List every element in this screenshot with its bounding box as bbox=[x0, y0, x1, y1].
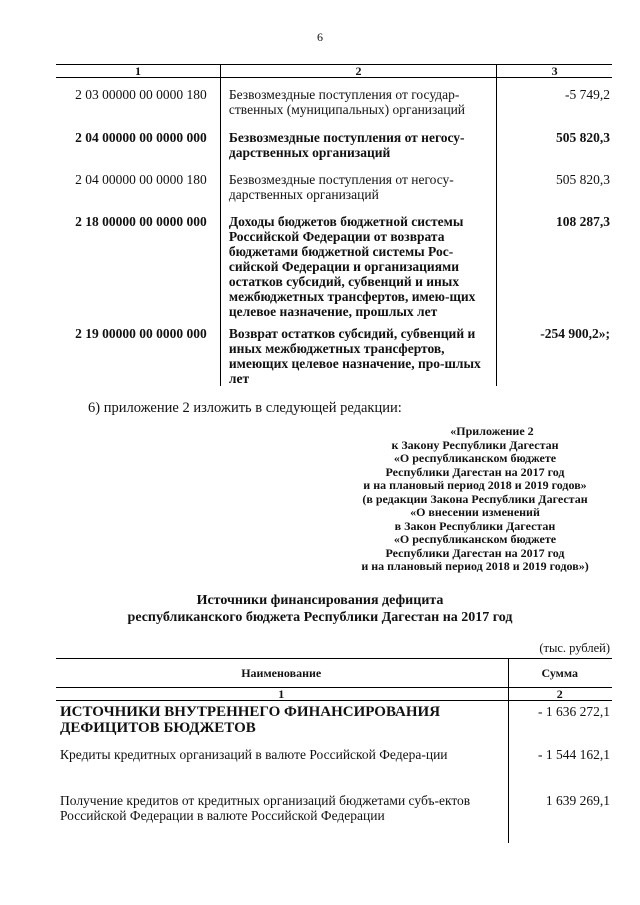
appendix-line: «О республиканском бюджете bbox=[393, 451, 557, 465]
table-row bbox=[56, 747, 612, 793]
column-number-1: 1 bbox=[56, 688, 509, 701]
table-row bbox=[56, 130, 612, 172]
row-description: Кредиты кредитных организаций в валюте Российской Федера-ции bbox=[56, 747, 509, 793]
appendix-line: Республики Дагестан на 2017 год bbox=[385, 545, 565, 560]
row-description: Доходы бюджетов бюджетной системы Российской Федерации от возврата бюджетами бюджетной системы Рос-сийской Федерации и организациями остатков субсидий, субвенций и иных межбюджетных трансфертов, имею-щих целевое назначение, прошлых лет bbox=[220, 214, 496, 326]
row-description: Безвозмездные поступления от государ-ственных (муниципальных) организаций bbox=[220, 78, 496, 130]
table-row bbox=[56, 326, 612, 386]
row-description: Получение кредитов от кредитных организаций бюджетами субъ-ектов Российской Федерации в валюте Российской Федерации bbox=[56, 793, 509, 843]
table-row bbox=[56, 214, 612, 326]
row-amount: 108 287,3 bbox=[556, 213, 610, 229]
appendix-line: «О внесении изменений bbox=[410, 505, 540, 519]
row-amount: -254 900,2»; bbox=[540, 325, 610, 341]
row-description: Возврат остатков субсидий, субвенций и иных межбюджетных трансфертов, имеющих целевое назначение, про-шлых лет bbox=[220, 326, 496, 386]
revenue-table bbox=[56, 64, 612, 386]
appendix-block bbox=[320, 425, 630, 574]
row-amount: 1 639 269,1 bbox=[545, 792, 610, 808]
table-header-row bbox=[56, 659, 612, 688]
page-number: 6 bbox=[317, 30, 323, 44]
financing-sources-table bbox=[56, 658, 612, 843]
row-description: Безвозмездные поступления от негосу-дарственных организаций bbox=[220, 130, 496, 172]
appendix-line: в Закон Республики Дагестан bbox=[394, 518, 556, 533]
budget-code: 2 18 00000 00 0000 000 bbox=[75, 213, 207, 229]
appendix-line: (в редакции Закона Республики Дагестан bbox=[362, 491, 588, 506]
table-row bbox=[56, 793, 612, 843]
appendix-line: и на плановый период 2018 и 2019 годов» bbox=[363, 478, 587, 492]
column-number-1: 1 bbox=[56, 65, 220, 78]
appendix-line: Республики Дагестан на 2017 год bbox=[385, 464, 565, 479]
heading-line-1: Источники финансирования дефицита bbox=[196, 593, 444, 608]
header-sum: Сумма bbox=[509, 659, 612, 688]
heading-line-2: республиканского бюджета Республики Дагестан на 2017 год bbox=[127, 610, 513, 625]
row-amount: -5 749,2 bbox=[565, 87, 610, 102]
column-number-3: 3 bbox=[497, 65, 612, 78]
column-number-2: 2 bbox=[509, 688, 612, 701]
budget-code: 2 04 00000 00 0000 000 bbox=[75, 129, 207, 145]
table-row bbox=[56, 172, 612, 214]
header-name: Наименование bbox=[56, 659, 509, 688]
column-number-2: 2 bbox=[220, 65, 496, 78]
appendix-line: к Закону Республики Дагестан bbox=[391, 437, 559, 452]
budget-code: 2 03 00000 00 0000 180 bbox=[75, 87, 207, 102]
table-header-row bbox=[56, 65, 612, 78]
appendix-line: «Приложение 2 bbox=[450, 424, 534, 438]
row-amount: - 1 544 162,1 bbox=[538, 746, 610, 762]
row-amount: - 1 636 272,1 bbox=[538, 704, 610, 719]
appendix-line: и на плановый период 2018 и 2019 годов») bbox=[361, 559, 589, 573]
table-row bbox=[56, 78, 612, 130]
column-number-row bbox=[56, 688, 612, 701]
budget-code: 2 19 00000 00 0000 000 bbox=[75, 325, 207, 341]
row-amount: 505 820,3 bbox=[556, 171, 610, 187]
appendix-line: «О республиканском бюджете bbox=[393, 532, 557, 546]
row-description: ИСТОЧНИКИ ВНУТРЕННЕГО ФИНАНСИРОВАНИЯ ДЕФИЦИТОВ БЮДЖЕТОВ bbox=[56, 701, 509, 747]
section-heading bbox=[0, 592, 640, 626]
budget-code: 2 04 00000 00 0000 180 bbox=[75, 171, 207, 187]
row-amount: 505 820,3 bbox=[556, 129, 610, 145]
intro-text: 6) приложение 2 изложить в следующей редакции: bbox=[88, 400, 402, 416]
table-row bbox=[56, 701, 612, 747]
row-description: Безвозмездные поступления от негосу-дарственных организаций bbox=[220, 172, 496, 214]
units-label: (тыс. рублей) bbox=[539, 641, 610, 655]
